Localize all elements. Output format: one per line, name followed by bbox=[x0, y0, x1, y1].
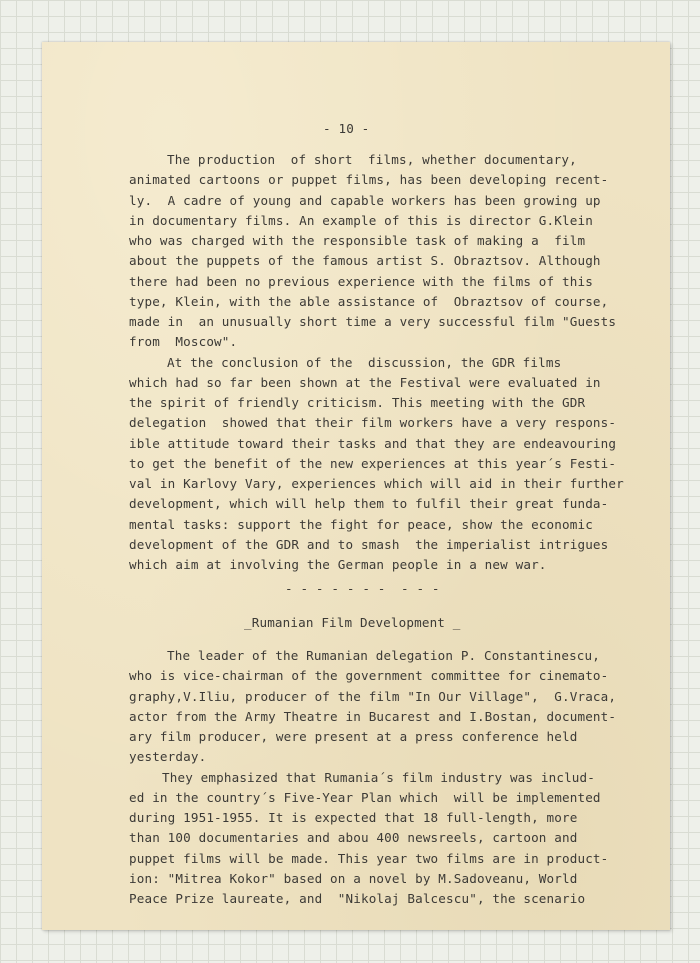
para2-line: which aim at involving the German people in a new war. bbox=[129, 557, 547, 572]
para1-line: from Moscow". bbox=[129, 334, 238, 349]
para2-line: development of the GDR and to smash the imperialist intrigues bbox=[129, 537, 609, 552]
para2-line: mental tasks: support the fight for peace, show the economic bbox=[129, 517, 593, 532]
para4-line: puppet films will be made. This year two films are in product- bbox=[129, 851, 609, 866]
para4-line: during 1951-1955. It is expected that 18 full-length, more bbox=[129, 810, 578, 825]
para3-line: graphy,V.Iliu, producer of the film "In Our Village", G.Vraca, bbox=[129, 689, 617, 704]
para2-line: the spirit of friendly criticism. This meeting with the GDR bbox=[129, 395, 586, 410]
para1-line: there had been no previous experience with the films of this bbox=[129, 274, 593, 289]
para2-line: val in Karlovy Vary, experiences which will aid in their further bbox=[129, 476, 624, 491]
para2-line: ible attitude toward their tasks and that they are endeavouring bbox=[129, 436, 617, 451]
section-heading: _Rumanian Film Development _ bbox=[244, 615, 461, 630]
para2-line: to get the benefit of the new experiences at this year´s Festi- bbox=[129, 456, 617, 471]
para2-line: development, which will help them to fulfil their great funda- bbox=[129, 496, 609, 511]
separator: - - - - - - - - - - bbox=[285, 581, 440, 596]
para3-line: ary film producer, were present at a press conference held bbox=[129, 729, 578, 744]
para1-line: animated cartoons or puppet films, has been developing recent- bbox=[129, 172, 609, 187]
para3-line: who is vice-chairman of the government committee for cinemato- bbox=[129, 668, 609, 683]
para3-line: The leader of the Rumanian delegation P. Constantinescu, bbox=[167, 648, 600, 663]
para1-line: about the puppets of the famous artist S. Obraztsov. Although bbox=[129, 253, 601, 268]
para2-line: delegation showed that their film workers have a very respons- bbox=[129, 415, 617, 430]
para4-line: than 100 documentaries and abou 400 newsreels, cartoon and bbox=[129, 830, 578, 845]
para4-line: ion: "Mitrea Kokor" based on a novel by M.Sadoveanu, World bbox=[129, 871, 578, 886]
para2-line: which had so far been shown at the Festival were evaluated in bbox=[129, 375, 601, 390]
para2-line: At the conclusion of the discussion, the GDR films bbox=[167, 355, 562, 370]
para4-line: ed in the country´s Five-Year Plan which will be implemented bbox=[129, 790, 601, 805]
para1-line: made in an unusually short time a very successful film "Guests bbox=[129, 314, 617, 329]
para3-line: actor from the Army Theatre in Bucarest and I.Bostan, document- bbox=[129, 709, 617, 724]
para1-line: ly. A cadre of young and capable workers has been growing up bbox=[129, 193, 601, 208]
page-number: - 10 - bbox=[323, 121, 370, 136]
para1-line: who was charged with the responsible task of making a film bbox=[129, 233, 586, 248]
para1-line: in documentary films. An example of this is director G.Klein bbox=[129, 213, 593, 228]
para1-line: type, Klein, with the able assistance of Obraztsov of course, bbox=[129, 294, 609, 309]
para4-line: Peace Prize laureate, and "Nikolaj Balcescu", the scenario bbox=[129, 891, 586, 906]
para1-line: The production of short films, whether documentary, bbox=[167, 152, 577, 167]
para3-line: yesterday. bbox=[129, 749, 207, 764]
para4-line: They emphasized that Rumania´s film industry was includ- bbox=[162, 770, 595, 785]
